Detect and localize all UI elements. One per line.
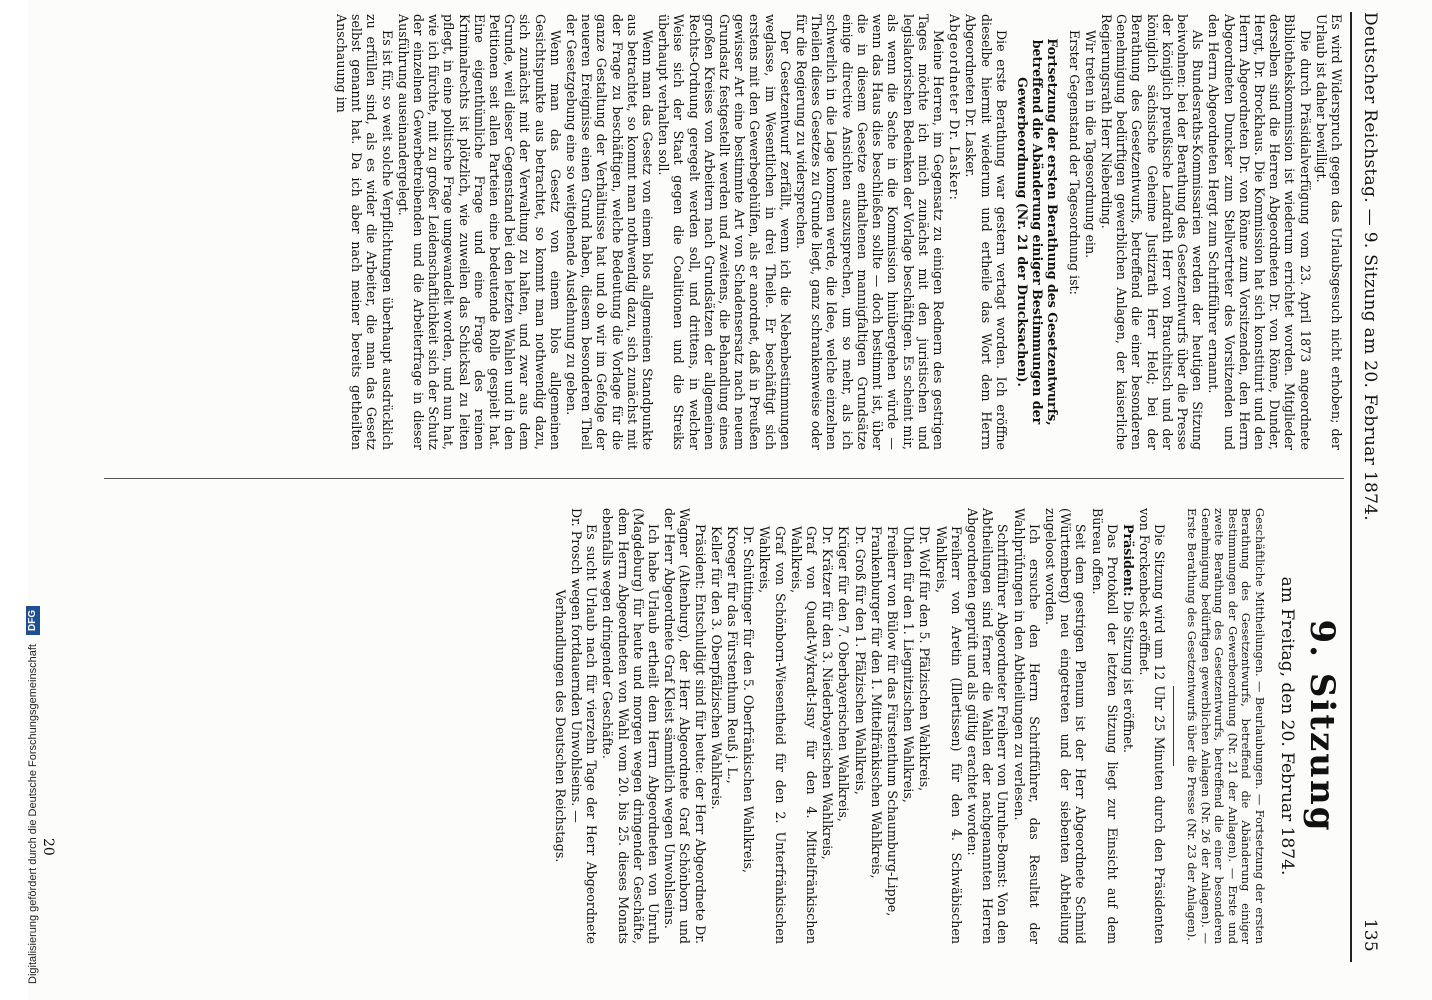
column-divider <box>104 478 1344 479</box>
president-statement-2: Präsident: Entschuldigt sind für heute: der Herr Abgeordnete Dr. Wagner (Altenburg), der Herr Abgeordnete Graf Schönborn und der Herr Abgeordnete Graf Kleist sämmtlich wegen Unwohlseins. <box>662 508 708 944</box>
running-head-title: Deutscher Reichstag. — 9. Sitzung am 20. Februar 1874. <box>1360 12 1380 522</box>
list-item: Dr. Schüttinger für den 5. Oberfränkischen Wahlkreis, <box>741 526 757 873</box>
paragraph: Das Protokoll der letzten Sitzung liegt zur Einsicht auf dem Büreau offen. <box>1089 508 1120 944</box>
agenda-summary: Geschäftliche Mittheilungen. — Beurlaubungen. — Fortsetzung der ersten Berathung des Gesetzentwurfs, betreffend die Abänderung einiger Bestimmungen der Gewerbeordnung (Nr. 21 der Anlagen). — Erste und zweite Berathung des Gesetzentwurfs, betreffend die einer besonderen Genehmigung bedürftigen gewerblichen Anlagen (Nr. 26 der Anlagen). — Erste Berathung des Gesetzentwurfs über die Presse (Nr. 23 der Anlagen). <box>1185 508 1267 944</box>
dfg-logo-icon: DFG <box>26 606 40 635</box>
list-item: Keller für den 3. Oberpfälzischen Wahlkreis. <box>708 526 724 810</box>
list-item: Freiherr von Bülow für das Fürstenthum Schaumburg-Lippe, <box>884 526 900 917</box>
column-footnote: Verhandlungen des Deutschen Reichstags. <box>552 589 568 863</box>
section-rule <box>1173 686 1174 766</box>
president-statement: Die Sitzung ist eröffnet. <box>1121 600 1137 754</box>
session-title: 9. Sitzung <box>1302 619 1342 833</box>
paragraph: Ich habe Urlaub ertheilt dem Herrn Abgeordneten von Unruh (Magdeburg) für heute und morgen wegen dringender Geschäfte, dem Herrn Abgeordneten von Wahl vom 20. bis 25. dieses Monats ebenfalls wegen dringender Geschäfte. <box>600 508 661 944</box>
paragraph: Die durch Präsidialverfügung vom 23. April 1873 angeordnete Bibliothekskommission ist wiederum errichtet worden. Mitglieder derselben sind die Herren Abgeordneten Dr. von Rönne, Dunder, Hergt, Dr. Brockhaus. Die Kommission hat sich konstituirt und den Herrn Abgeordneten Dr. von Rönne zum Vorsitzenden, den Herrn Abgeordneten Duncker zum Stellvertreter des Vorsitzenden und den Herrn Abgeordneten Hergt zum Schriftführer ernannt. <box>1206 14 1313 450</box>
paragraph: Als Bundesraths-Kommissarien werden der heutigen Sitzung beiwohnen: bei der Berathung des Gesetzentwurfs über die Presse der königlich preußische Landrath Herr von Brauchitsch und der königlich sächsische Geheime Justizrath Herr Held; bei der Berathung des Gesetzentwurfs, betreffend die einer besonderen Genehmigung bedürftigen gewerblichen Anlagen, der kaiserliche Regierungsrath Herr Nieberding. <box>1098 14 1206 450</box>
left-column <box>44 14 1344 450</box>
list-item: Freiherr von Aretin (Illertissen) für den 4. Schwäbischen Wahlkreis, <box>933 526 964 944</box>
paragraph: Seit dem gestrigen Plenum ist der Herr Abgeordnete Schmid (Württemberg) neu eingetreten und der siebenten Abtheilung zugeloost worden. <box>1043 508 1089 944</box>
speech-paragraph: Der Gesetzentwurf zerfällt, wenn ich die Nebenbestimmungen weglasse, im Wesentlichen in drei Theile. Er beschäftigt sich erstens mit den Gewerbegehülfen, als er anordnet, daß in Preußen gewisser Art eine bestimmte Art von Schadensersatz nach neuem Grundsatz festgestellt werden und zweitens, die Behandlung eines großen Kreises von Arbeitern nach Grundsätzen der allgemeinen Rechts-Ordnung geregelt werden soll, und drittens, in welcher Weise sich der Staat gegen die Coalitionen und die Streiks überhaupt verhalten soll. <box>656 14 793 450</box>
list-item: Dr. Groß für den 1. Pfälzischen Wahlkreis, <box>852 526 868 795</box>
opening-paragraph: Die Sitzung wird um 12 Uhr 25 Minuten durch den Präsidenten von Forckenbeck eröffnet. <box>1137 508 1168 944</box>
speech-paragraph: Wenn man das Gesetz von einem blos allgemeinen Gesichtspunkte aus betrachtet, so kommt man nothwendig dazu, sich zunächst mit der Verwaltung zu halten, und zwar aus dem Grunde, weil dieser Gegenstand bei den letzten Wahlen und in den Petitionen seit allen Parteien eine bedeutende Rolle gespielt hat. Eine eigenthümliche Frage und eine Frage des reinen Kriminalrechts ist plötzlich, wie zuweilen das Schicksal zu leiten pflegt, in eine politische Frage umgewandelt worden, und nun hat, wie ich fürchte, mit zu großer Leidenschaftlichkeit sich der Schutz der einzelnen Gewerbetreibenden und die Arbeiterfrage in dieser Ausführung auseinandergelegt. <box>395 14 563 450</box>
paragraph: Es wird Widerspruch gegen das Urlaubsgesuch nicht erhoben; der Urlaub ist daher bewilligt. <box>1313 14 1344 450</box>
speech-paragraph: Wenn man das Gesetz von einem blos allgemeinen Standpunkte aus betrachtet, so kommt man nothwendig dazu, sich zunächst mit der Frage zu beschäftigen, welche Bedeutung die Vorlage für die ganze Gestaltung der Verhältnisse hat und ob wir im Gefolge der neueren Ereignisse einen Grund haben, diesem besonderen Theil der Gesetzgebung eine so weitgehende Ausdehnung zu geben. <box>564 14 656 450</box>
list-item: Uhden für den 1. Liegnitzischen Wahlkreis, <box>901 526 917 803</box>
secretary-intro: Schriftführer Abgeordneter Freiherr von Unruhe-Bomst: Von den Abtheilungen sind ferner die Wahlen der nachgenannten Herren Abgeordneten geprüft und als gültig erachtet worden: <box>965 508 1011 944</box>
page-number-bottom: 20 <box>40 838 56 856</box>
speech-paragraph: Meine Herren, im Gegensatz zu einigen Rednern des gestrigen Tages möchte ich mich zunächst mit den juristischen und legislatorischen Bedenken der Vorlage beschäftigen. Es scheint mir, als wenn die Sache in die Kommission hinübergehen würde — wenn das Haus dies beschließen sollte — doch bestimmt ist, über die in diesem Gesetze enthaltenen mannigfaltigen Grundsätze einige directive Ansichten auszusprechen, um so mehr, als ich schwerlich in die Lage kommen werde, die Idee, welche einzelnen Theilen dieses Gesetzes zu Grunde liegt, ganz schrankenweise oder für die Regierung zu widersprechen. <box>794 14 946 450</box>
digitization-strip <box>0 0 39 1000</box>
list-item: Kroeger für das Fürstenthum Reuß j. L., <box>724 526 740 784</box>
paragraph: Die erste Berathung war gestern vertagt worden. Ich eröffne dieselbe hiermit wiederum und ertheile das Wort dem Herrn Abgeordneten Dr. Lasker. <box>963 14 1009 450</box>
speaker-label: Abgeordneter Dr. Lasker: <box>947 14 963 201</box>
president-label: Präsident: <box>1121 524 1137 597</box>
right-column <box>44 508 1344 944</box>
digitization-text: Digitalisierung gefördert durch die Deutsche Forschungsgemeinschaft <box>27 644 39 984</box>
paragraph: Es sucht Urlaub nach für vierzehn Tage der Herr Abgeordnete Dr. Prosch wegen fortdauernden Unwohlseins. — <box>568 508 600 944</box>
digitization-note <box>22 0 44 1000</box>
session-date: am Freitag, den 20. Februar 1874. <box>1277 576 1297 876</box>
list-item: Frankenburger für den 1. Mittelfränkischen Wahlkreis, <box>868 526 884 879</box>
agenda-item-heading: Fortsetzung der ersten Berathung des Gesetzentwurfs, betreffend die Abänderung einiger Bestimmungen der Gewerbeordnung (Nr. 21 der Drucksachen). <box>1014 38 1061 426</box>
header-rule <box>1350 12 1352 962</box>
running-head <box>1354 12 1380 952</box>
paragraph: Ich ersuche den Herrn Schriftführer, das Resultat der Wahlprüfungen in den Abtheilungen zu verlesen. <box>1011 508 1042 944</box>
list-item: Graf von Schönborn-Wiesentheid für den 2. Unterfränkischen Wahlkreis, <box>757 526 788 944</box>
session-heading <box>1276 508 1342 944</box>
page-number-top: 135 <box>1360 918 1380 952</box>
list-item: Krüger für den 7. Oberbayerischen Wahlkreis, <box>836 526 852 822</box>
paragraph: Wir treten in die Tagesordnung ein. <box>1082 30 1098 259</box>
list-item: Dr. Krätzer für den 3. Niederbayerischen Wahlkreis, <box>820 526 836 860</box>
speech-paragraph: Es ist für, so weit solche Verpflichtungen überhaupt ausdrücklich zu erfüllen sind, als es wider die Arbeiter, die man das Gesetz selbst genannt hat. Da ich aber nach meiner bereits getheilten Anschauung im <box>334 14 395 450</box>
list-item: Dr. Wolf für den 5. Pfälzischen Wahlkreis, <box>917 526 933 792</box>
list-item: Graf von Quadt-Wykradt-Isny für den 4. Mittelfränkischen Wahlkreis, <box>788 526 819 944</box>
paragraph: Erster Gegenstand der Tagesordnung ist: <box>1066 30 1082 295</box>
